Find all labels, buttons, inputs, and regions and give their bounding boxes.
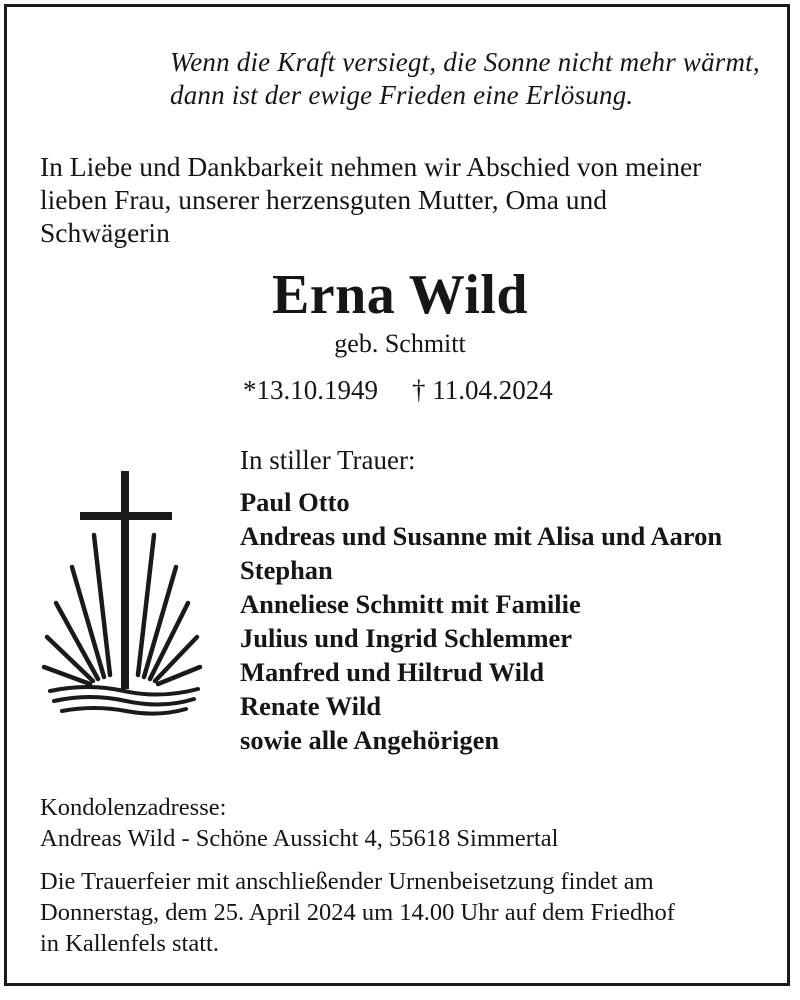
cross-sunrise-waves-icon xyxy=(38,465,206,720)
funeral-line: in Kallenfels statt. xyxy=(40,930,219,957)
poem-line: Wenn die Kraft versiegt, die Sonne nicht mehr wärmt, xyxy=(170,47,760,77)
intro-line: In Liebe und Dankbarkeit nehmen wir Abschied von meiner xyxy=(40,151,702,182)
intro-line: lieben Frau, unserer herzensguten Mutter, Oma und xyxy=(40,184,608,215)
mourners-label: In stiller Trauer: xyxy=(240,445,416,475)
funeral-line: Die Trauerfeier mit anschließender Urnenbeisetzung findet am xyxy=(40,868,654,895)
mourner-name: Paul Otto xyxy=(240,487,350,517)
mourners-list xyxy=(240,485,790,757)
maiden-name: geb. Schmitt xyxy=(334,329,466,358)
intro-line: Schwägerin xyxy=(40,217,170,248)
poem-line: dann ist der ewige Frieden eine Erlösung. xyxy=(170,80,634,110)
mourner-name: Manfred und Hiltrud Wild xyxy=(240,657,545,687)
life-dates xyxy=(243,373,553,407)
condolence-address: Andreas Wild - Schöne Aussicht 4, 55618 Simmertal xyxy=(40,825,559,852)
condolence-label: Kondolenzadresse: xyxy=(40,794,227,821)
condolence-block xyxy=(40,792,780,854)
mourner-name: Renate Wild xyxy=(240,691,382,721)
death-date: † 11.04.2024 xyxy=(412,375,553,405)
funeral-line: Donnerstag, dem 25. April 2024 um 14.00 Uhr auf dem Friedhof xyxy=(40,899,675,926)
mourner-name: sowie alle Angehörigen xyxy=(240,725,500,755)
funeral-info xyxy=(40,866,780,959)
deceased-name: Erna Wild xyxy=(271,264,529,326)
mourner-name: Andreas und Susanne mit Alisa und Aaron xyxy=(240,521,723,551)
birth-date: *13.10.1949 xyxy=(243,375,378,405)
mourner-name: Julius und Ingrid Schlemmer xyxy=(240,623,573,653)
mourner-name: Stephan xyxy=(240,555,333,585)
poem-quote xyxy=(170,46,780,112)
intro-text xyxy=(40,150,780,249)
mourner-name: Anneliese Schmitt mit Familie xyxy=(240,589,581,619)
